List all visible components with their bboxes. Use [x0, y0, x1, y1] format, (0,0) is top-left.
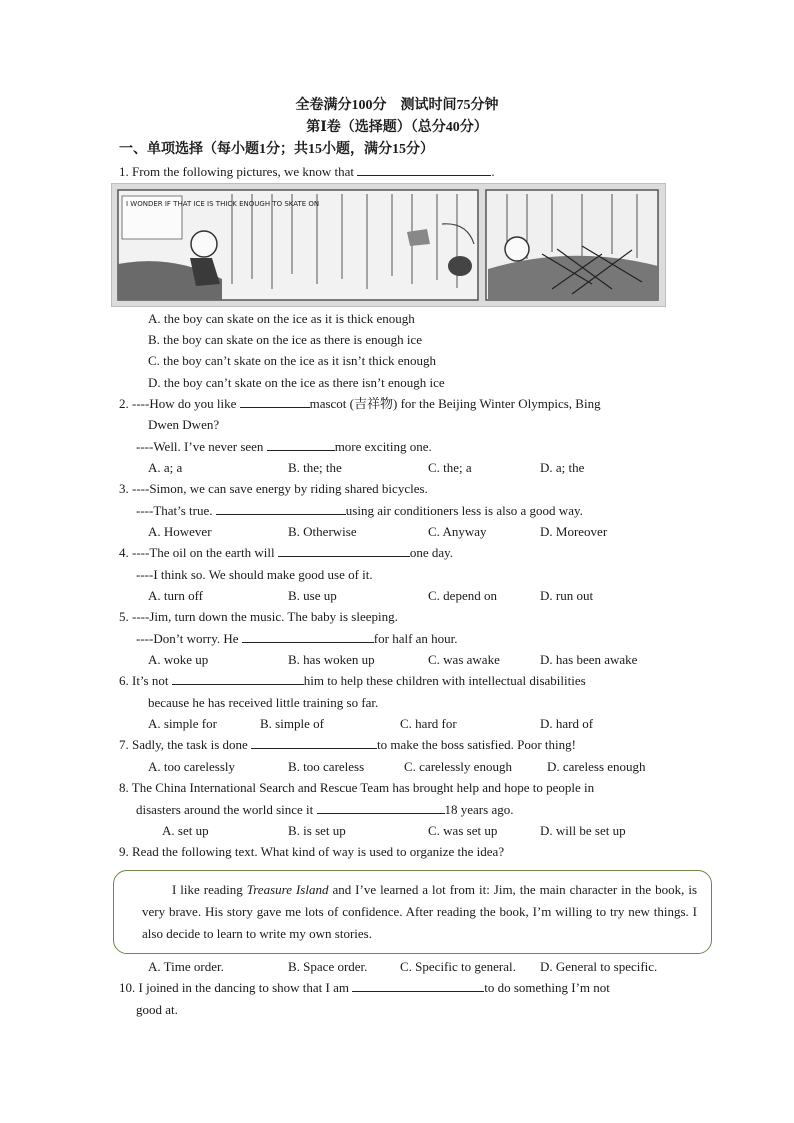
question-1-option-b[interactable]: B. the boy can skate on the ice as there is enough ice: [148, 332, 422, 347]
question-5-stem: 5. ----Jim, turn down the music. The baby is sleeping.: [119, 609, 398, 624]
question-1-option-c[interactable]: C. the boy can’t skate on the ice as it isn’t thick enough: [148, 353, 436, 368]
question-1-option-a[interactable]: A. the boy can skate on the ice as it is thick enough: [148, 311, 415, 326]
reading-text: I like reading Treasure Island and I’ve learned a lot from it: Jim, the main character in the book, is very brave. His story gave me lots of confidence. After reading the book, I’m willing to try new things. I also decide to learn to write my own stories.: [142, 882, 698, 941]
question-8-option-b[interactable]: B. is set up: [288, 823, 346, 838]
section-title: 一、单项选择（每小题1分；共15小题，满分15分）: [119, 142, 434, 157]
question-3-reply: ----That’s true. using air conditioners less is also a good way.: [136, 503, 583, 518]
question-7-option-a[interactable]: A. too carelessly: [148, 759, 236, 774]
exam-info: 全卷满分100分 测试时间75分钟: [295, 98, 499, 113]
question-8-option-c[interactable]: C. was set up: [428, 823, 498, 838]
question-4-option-d[interactable]: D. run out: [540, 588, 594, 603]
comic-image: [111, 183, 666, 307]
comic-speech-text: I WONDER IF THAT ICE IS THICK ENOUGH TO SKATE ON: [126, 200, 320, 208]
question-6-option-c[interactable]: C. hard for: [400, 716, 457, 731]
question-8-stem-cont: disasters around the world since it 18 years ago.: [136, 802, 514, 817]
question-5-option-c[interactable]: C. was awake: [428, 652, 500, 667]
question-3-option-a[interactable]: A. However: [148, 524, 212, 539]
question-3-option-c[interactable]: C. Anyway: [428, 524, 487, 539]
question-7-option-d[interactable]: D. careless enough: [547, 759, 646, 774]
question-4-stem: 4. ----The oil on the earth will one day.: [119, 545, 454, 560]
question-7-stem: 7. Sadly, the task is done to make the boss satisfied. Poor thing!: [119, 737, 576, 752]
question-6-option-a[interactable]: A. simple for: [148, 716, 217, 731]
question-5-option-b[interactable]: B. has woken up: [288, 652, 375, 667]
question-9-option-b[interactable]: B. Space order.: [288, 959, 368, 974]
question-2-option-c[interactable]: C. the; a: [428, 460, 472, 475]
question-2-option-b[interactable]: B. the; the: [288, 460, 342, 475]
question-4-option-c[interactable]: C. depend on: [428, 588, 497, 603]
question-3-stem: 3. ----Simon, we can save energy by riding shared bicycles.: [119, 481, 428, 496]
question-4-option-b[interactable]: B. use up: [288, 588, 337, 603]
question-3-option-d[interactable]: D. Moreover: [540, 524, 608, 539]
question-2-stem-cont: Dwen Dwen?: [148, 417, 220, 432]
question-2-option-a[interactable]: A. a; a: [148, 460, 183, 475]
question-9-option-d[interactable]: D. General to specific.: [540, 959, 658, 974]
book-title: Treasure Island: [246, 882, 329, 897]
question-6-option-b[interactable]: B. simple of: [260, 716, 324, 731]
question-3-option-b[interactable]: B. Otherwise: [288, 524, 357, 539]
question-8-stem: 8. The China International Search and Rescue Team has brought help and hope to people in: [119, 780, 595, 795]
question-8-option-a[interactable]: A. set up: [162, 823, 209, 838]
question-9-option-c[interactable]: C. Specific to general.: [400, 959, 516, 974]
question-6-stem-cont: because he has received little training so far.: [148, 695, 379, 710]
question-7-option-c[interactable]: C. carelessly enough: [404, 759, 512, 774]
question-5-option-d[interactable]: D. has been awake: [540, 652, 638, 667]
question-4-reply: ----I think so. We should make good use of it.: [136, 567, 373, 582]
question-4-option-a[interactable]: A. turn off: [148, 588, 204, 603]
question-8-option-d[interactable]: D. will be set up: [540, 823, 626, 838]
question-9-option-a[interactable]: A. Time order.: [148, 959, 224, 974]
question-10-stem-cont: good at.: [136, 1002, 178, 1017]
question-5-reply: ----Don’t worry. He for half an hour.: [136, 631, 458, 646]
question-9-stem: 9. Read the following text. What kind of way is used to organize the idea?: [119, 844, 505, 859]
question-7-option-b[interactable]: B. too careless: [288, 759, 365, 774]
reading-text-box: [113, 870, 712, 954]
question-2-option-d[interactable]: D. a; the: [540, 460, 585, 475]
question-2-reply: ----Well. I’ve never seen more exciting one.: [136, 439, 432, 454]
question-6-option-d[interactable]: D. hard of: [540, 716, 594, 731]
volume-title: 第Ⅰ卷（选择题）（总分40分）: [306, 120, 488, 135]
question-1-stem: 1. From the following pictures, we know that .: [119, 164, 495, 179]
question-1-option-d[interactable]: D. the boy can’t skate on the ice as there isn’t enough ice: [148, 375, 445, 390]
question-2-stem: 2. ----How do you like mascot (吉祥物) for the Beijing Winter Olympics, Bing: [119, 396, 601, 411]
question-6-stem: 6. It’s not him to help these children with intellectual disabilities: [119, 673, 586, 688]
question-5-option-a[interactable]: A. woke up: [148, 652, 209, 667]
question-10-stem: 10. I joined in the dancing to show that I am to do something I’m not: [119, 980, 610, 995]
